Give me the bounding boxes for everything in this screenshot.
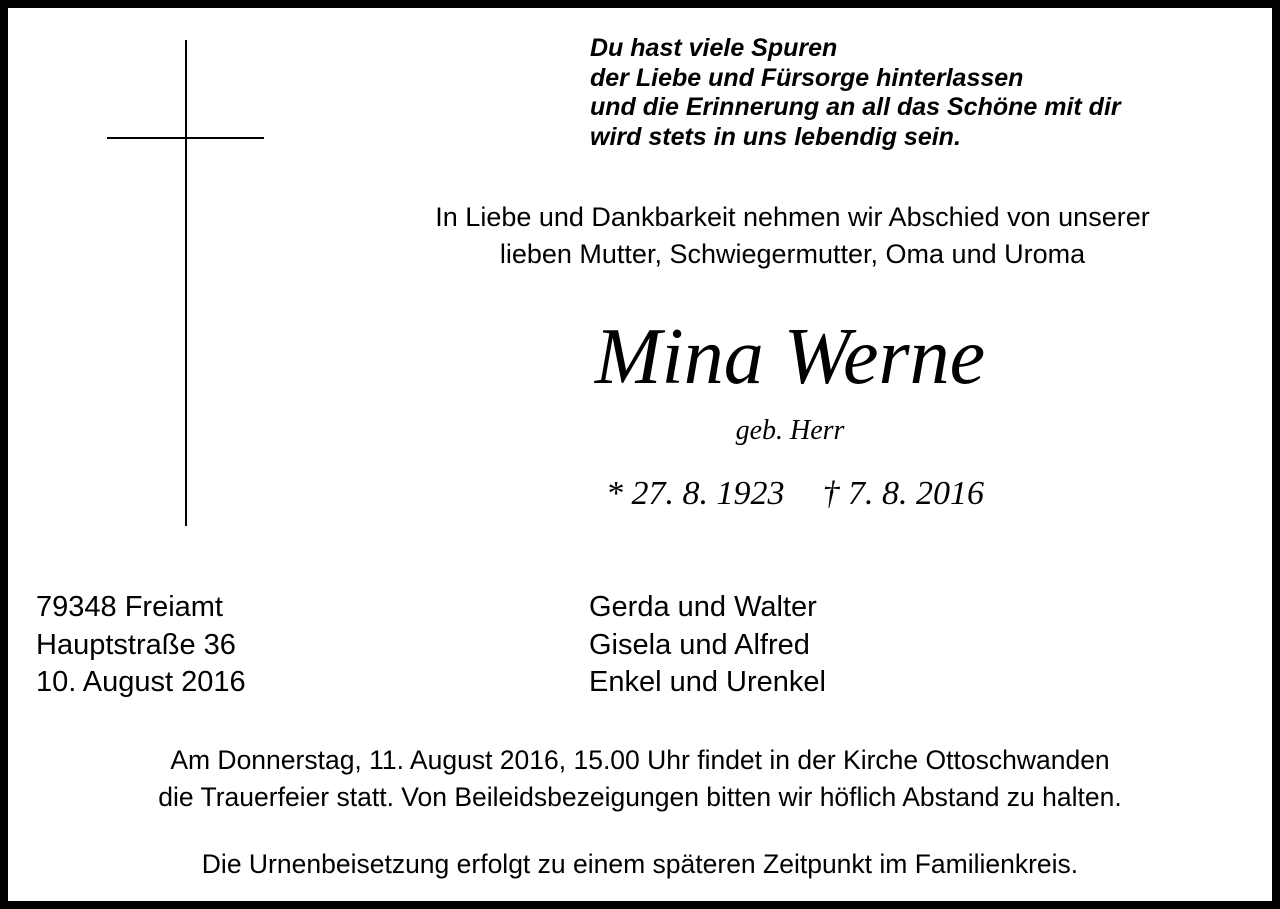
cross-icon-horizontal bbox=[107, 137, 264, 139]
deceased-name: Mina Werne bbox=[594, 313, 986, 401]
poem bbox=[590, 34, 1250, 152]
funeral-notice bbox=[20, 742, 1260, 816]
mourning-family bbox=[589, 589, 826, 702]
poem-line: der Liebe und Fürsorge hinterlassen bbox=[590, 63, 1024, 92]
birth-date: * 27. 8. 1923 bbox=[606, 475, 785, 512]
family-line: Gisela und Alfred bbox=[589, 628, 810, 661]
notice-line: die Trauerfeier statt. Von Beileidsbezeigungen bitten wir höflich Abstand zu halten. bbox=[158, 782, 1122, 812]
address-line: 10. August 2016 bbox=[36, 666, 246, 698]
maiden-name: geb. Herr bbox=[735, 415, 845, 446]
burial-notice: Die Urnenbeisetzung erfolgt zu einem späteren Zeitpunkt im Familienkreis. bbox=[201, 849, 1079, 879]
family-line: Gerda und Walter bbox=[589, 591, 817, 623]
address-line: 79348 Freiamt bbox=[36, 591, 223, 623]
poem-line: wird stets in uns lebendig sein. bbox=[590, 122, 961, 151]
poem-line: und die Erinnerung an all das Schöne mit dir bbox=[590, 93, 1121, 121]
intro-line: In Liebe und Dankbarkeit nehmen wir Abschied von unserer bbox=[435, 202, 1150, 232]
life-dates bbox=[560, 473, 1030, 515]
notice-line: Am Donnerstag, 11. August 2016, 15.00 Uhr findet in der Kirche Ottoschwanden bbox=[170, 745, 1110, 775]
cross-icon-vertical bbox=[185, 40, 187, 526]
family-line: Enkel und Urenkel bbox=[589, 666, 826, 698]
intro-line: lieben Mutter, Schwiegermutter, Oma und Uroma bbox=[499, 239, 1086, 269]
sender-address bbox=[36, 589, 246, 702]
farewell-intro bbox=[330, 199, 1255, 273]
poem-line: Du hast viele Spuren bbox=[590, 34, 838, 62]
death-date: † 7. 8. 2016 bbox=[822, 475, 984, 512]
address-line: Hauptstraße 36 bbox=[36, 628, 236, 661]
